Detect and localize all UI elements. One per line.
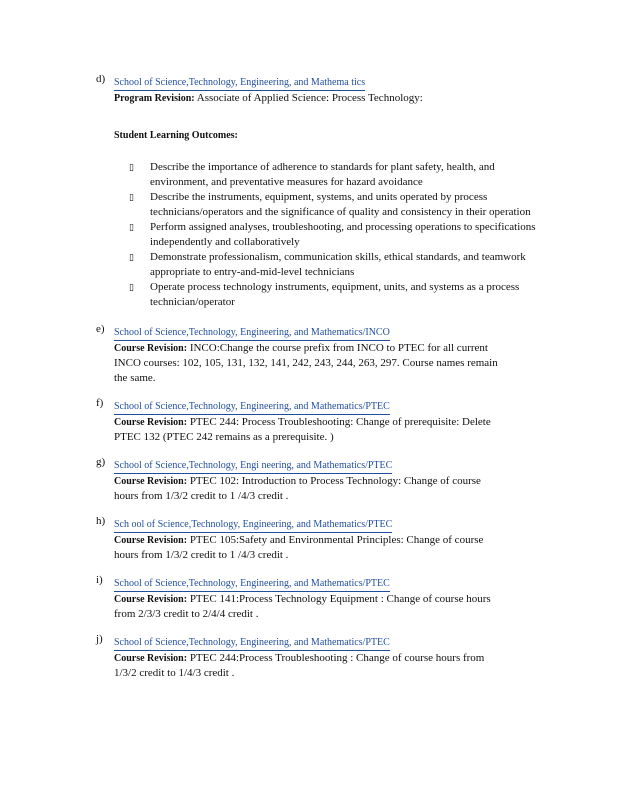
revision-text-line: hours from 1/3/2 credit to 1 /4/3 credit . xyxy=(114,490,289,502)
revision-line xyxy=(114,415,546,430)
item-g xyxy=(96,455,546,504)
section-heading-link[interactable]: School of Science,Technology, Engineering, and Mathematics/PTEC xyxy=(114,399,390,415)
list-item: ▯ Demonstrate professionalism, communication skills, ethical standards, and teamwork appropriate to entry-and-mid-level technicians xyxy=(129,251,526,278)
revision-text-line: the same. xyxy=(114,372,156,384)
revision-line xyxy=(114,533,546,548)
revision-label: Course Revision: xyxy=(114,417,188,428)
revision-label: Course Revision: xyxy=(114,476,188,487)
item-j xyxy=(96,632,546,681)
revision-text-line: INCO courses: 102, 105, 131, 132, 141, 242, 243, 244, 263, 297. Course names remain xyxy=(114,357,498,369)
revision-line xyxy=(114,592,546,607)
section-heading-link[interactable]: School of Science,Technology, Engineering, and Mathema tics xyxy=(114,75,365,91)
revision-text: PTEC 141:Process Technology Equipment : Change of course hours xyxy=(189,593,491,605)
revision-text: PTEC 102: Introduction to Process Technology: Change of course xyxy=(189,475,481,487)
item-e xyxy=(96,322,546,386)
revision-text: PTEC 105:Safety and Environmental Principles: Change of course xyxy=(189,534,484,546)
item-f xyxy=(96,396,546,445)
section-heading-link[interactable]: School of Science,Technology, Engineering, and Mathematics/PTEC xyxy=(114,576,390,592)
revision-label: Program Revision: xyxy=(114,93,195,104)
revision-text: PTEC 244:Process Troubleshooting : Change of course hours from xyxy=(189,652,485,664)
bullet-icon: ▯ xyxy=(129,162,134,172)
item-marker: g) xyxy=(96,456,106,468)
revision-text: Associate of Applied Science: Process Technology: xyxy=(196,92,423,104)
list-item: ▯ Operate process technology instruments, equipment, units, and systems as a process technician/operator xyxy=(129,281,520,308)
bullet-icon: ▯ xyxy=(129,222,134,232)
section-heading-link[interactable]: School of Science,Technology, Engi neering, and Mathematics/PTEC xyxy=(114,458,392,474)
revision-line xyxy=(114,91,546,106)
item-h xyxy=(96,514,546,563)
bullet-icon: ▯ xyxy=(129,252,134,262)
item-marker: f) xyxy=(96,397,104,409)
outcomes-list xyxy=(114,160,546,310)
item-d xyxy=(96,72,546,310)
item-marker: h) xyxy=(96,515,106,527)
list-item: ▯ Perform assigned analyses, troubleshooting, and processing operations to specifications independently and collaboratively xyxy=(129,221,536,248)
bullet-icon: ▯ xyxy=(129,282,134,292)
revision-text: PTEC 244: Process Troubleshooting: Change of prerequisite: Delete xyxy=(189,416,491,428)
item-marker: e) xyxy=(96,323,105,335)
revision-label: Course Revision: xyxy=(114,535,188,546)
bullet-icon: ▯ xyxy=(129,192,134,202)
item-i xyxy=(96,573,546,622)
revision-text: INCO:Change the course prefix from INCO to PTEC for all current xyxy=(189,342,488,354)
revision-label: Course Revision: xyxy=(114,343,188,354)
revision-line xyxy=(114,341,546,356)
section-heading-link[interactable]: School of Science,Technology, Engineering, and Mathematics/PTEC xyxy=(114,635,390,651)
section-heading-link[interactable]: School of Science,Technology, Engineering, and Mathematics/INCO xyxy=(114,325,390,341)
list-item: ▯ Describe the importance of adherence to standards for plant safety, health, and environment, and preventative measures for hazard avoidance xyxy=(129,161,495,188)
item-marker: d) xyxy=(96,73,106,85)
revision-line xyxy=(114,474,546,489)
revision-text-line: PTEC 132 (PTEC 242 remains as a prerequisite. ) xyxy=(114,431,334,443)
section-heading-link[interactable]: Sch ool of Science,Technology, Engineering, and Mathematics/PTEC xyxy=(114,517,392,533)
revision-text-line: from 2/3/3 credit to 2/4/4 credit . xyxy=(114,608,259,620)
item-marker: i) xyxy=(96,574,103,586)
slo-title: Student Learning Outcomes: xyxy=(114,130,238,141)
revision-text-line: 1/3/2 credit to 1/4/3 credit . xyxy=(114,667,235,679)
list-item: ▯ Describe the instruments, equipment, systems, and units operated by process technicians/operators and the significance of quality and consistency in their operation xyxy=(129,191,531,218)
revision-label: Course Revision: xyxy=(114,594,188,605)
revision-text-line: hours from 1/3/2 credit to 1 /4/3 credit . xyxy=(114,549,289,561)
item-marker: j) xyxy=(96,633,103,645)
revision-label: Course Revision: xyxy=(114,653,188,664)
revision-line xyxy=(114,651,546,666)
